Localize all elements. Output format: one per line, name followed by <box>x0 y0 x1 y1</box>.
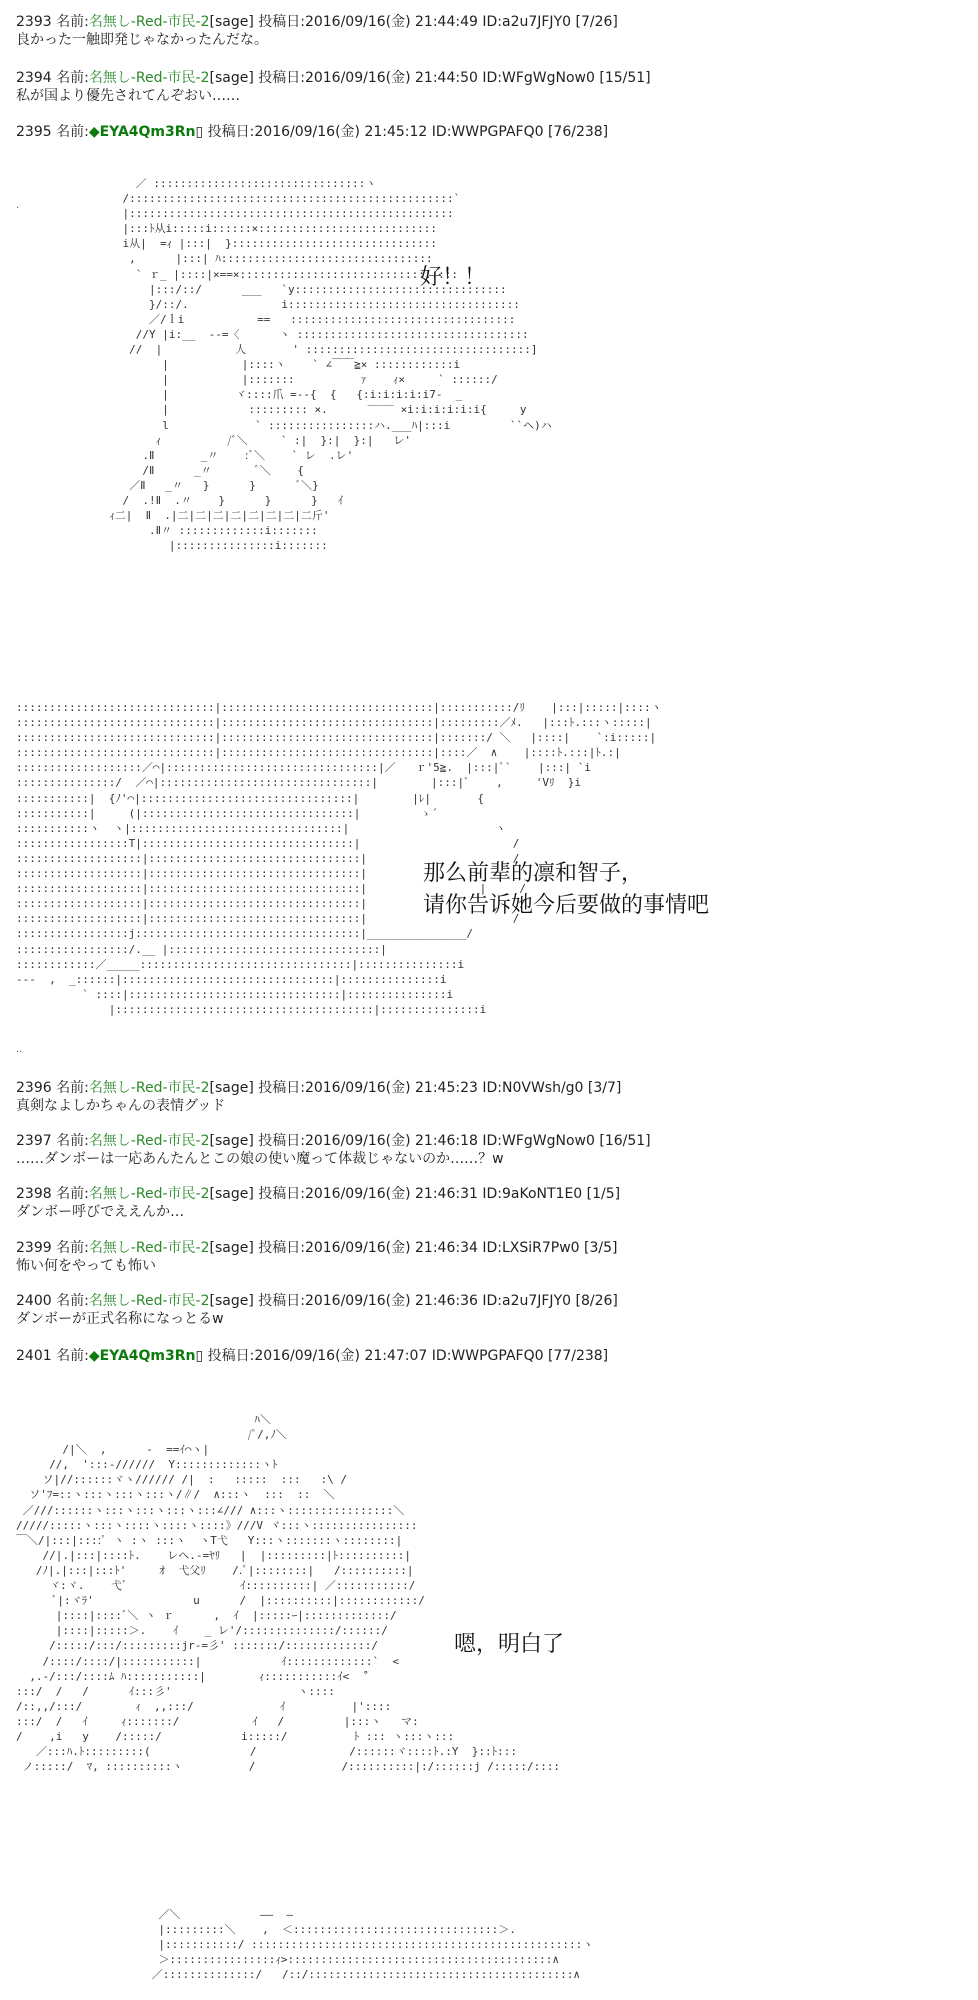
author-tripcode[interactable]: ◆EYA4Qm3Rn <box>88 124 196 140</box>
author-mark: ▯ <box>195 124 204 140</box>
poster-name[interactable]: 名無し-Red-市民-2 <box>88 1133 210 1149</box>
ascii-art-character-3: ﾊ＼ /ﾟ/,ﾉ＼ /|＼ , - ==ｲ⌒ヽ| //, ':::‐////// Y:::::::::::::ヽﾄ ソ|//::::::ヾヽ////// /| : ::::: ::: :\ / ソ'ﾌ=::ヽ:::ヽ:::ヽ:::ヽ/∥/ ∧:::ヽ ::: :: ＼ ／///::::::ヽ:::ヽ:::ヽ:::ヽ:::∠/// ∧:::ヽ::::::::::::::::＼ /////:::::ヽ:::ヽ::::ヽ::::ヽ::::》///V ヾ:::ヽ:::::::::::::::: ￣＼/|:::|::::ﾟ ヽ :ヽ :::ヽ ヽT弋 Y:::ヽ:::::::ヽ::::::::| //|.|:::|::::ﾄ. レヘ.-=ﾔﾘ | |:::::::::|ﾄ::::::::::| /ﾉ|.|:::|:::ﾄ' ｵ 弋父ﾘ /.ﾟ|::::::::| /::::::::::| ヾ:ヾ. 弋ﾞ ｲ::::::::::| ／:::::::::::/ ﾞ|:ヾﾗ' u / |::::::::::|::::::::::::/ |::::|::::ﾞ＼ ヽ ｒ , ｲ |:::::ｰ|:::::::::::::/ |::::|:::::＞. ｲ _ レ'/::::::::::::::/::::::/ /:::::/:::/:::::::::jr-=彡' :::::::/:::::::::::::/ /::::/::::/|:::::::::::| ｲ:::::::::::::` < ,.-/:::/::::ﾑ ﾊ:::::::::::| ｨ:::::::::::ｲ< ˚ :::/ / / ｲ:::彡' ヽ:::: /::,,/:::/ ｨ ,,:::/ ｲ |':::: :::/ / ｲ ｨ:::::::/ ｲ / |:::ヽ マ: / ,i y /:::::/ i:::::/ ﾄ ::: ヽ:::ヽ::: ／:::ﾊ.ﾄ:::::::::( / /::::::ヾ::::ﾄ.:Y }::ﾄ::: ノ:::::/ ﾏ, ::::::::::ヽ / /::::::::::|:/::::::j /:::::/:::: <box>16 1413 561 1774</box>
aa-dot: .. <box>16 1044 23 1055</box>
post-2401 <box>16 1348 608 1365</box>
post-number: 2397 <box>16 1133 52 1149</box>
post-count: [3/5] <box>584 1240 618 1256</box>
caption-2-line-2: 请你告诉她今后要做的事情吧 <box>423 893 710 918</box>
mail-field: [sage] <box>209 14 254 30</box>
post-body: 私が国より優先されてんぞおい…… <box>16 88 240 104</box>
name-label: 名前: <box>56 124 89 140</box>
post-number: 2400 <box>16 1293 52 1309</box>
post-body: 良かった一触即発じゃなかったんだな。 <box>16 32 268 48</box>
post-number: 2401 <box>16 1348 52 1364</box>
post-number: 2394 <box>16 70 52 86</box>
post-date: 投稿日:2016/09/16(金) 21:44:49 <box>258 14 478 30</box>
poster-id[interactable]: ID:9aKoNT1E0 <box>482 1186 583 1202</box>
post-count: [3/7] <box>587 1080 622 1096</box>
post-body: ダンボーが正式名称になっとるw <box>16 1311 224 1327</box>
caption-2-line-1: 那么前辈的凛和智子， <box>423 861 644 886</box>
post-body: 真剣なよしかちゃんの表情グッド <box>16 1098 226 1114</box>
mail-field: [sage] <box>209 1293 254 1309</box>
post-2400 <box>16 1293 618 1328</box>
mail-field: [sage] <box>209 1133 254 1149</box>
post-count: [1/5] <box>586 1186 621 1202</box>
aa-dot: . <box>16 200 20 211</box>
post-header <box>16 124 608 141</box>
post-body: ……ダンボーは一応あんたんとこの娘の使い魔って体裁じゃないのか……？w <box>16 1151 504 1167</box>
post-count: [8/26] <box>575 1293 618 1309</box>
post-date: 投稿日:2016/09/16(金) 21:45:23 <box>258 1080 478 1096</box>
name-label: 名前: <box>56 14 89 30</box>
post-header <box>16 1186 620 1203</box>
poster-id[interactable]: ID:a2u7JFJY0 <box>482 1293 572 1309</box>
post-number: 2398 <box>16 1186 52 1202</box>
poster-name[interactable]: 名無し-Red-市民-2 <box>88 14 210 30</box>
poster-name[interactable]: 名無し-Red-市民-2 <box>88 1240 210 1256</box>
post-date: 投稿日:2016/09/16(金) 21:46:18 <box>258 1133 478 1149</box>
poster-id[interactable]: ID:WWPGPAFQ0 <box>431 124 544 140</box>
name-label: 名前: <box>56 1133 89 1149</box>
post-number: 2393 <box>16 14 52 30</box>
post-number: 2399 <box>16 1240 52 1256</box>
post-number: 2396 <box>16 1080 52 1096</box>
author-tripcode[interactable]: ◆EYA4Qm3Rn <box>88 1348 196 1364</box>
post-body: ダンボー呼びでええんか… <box>16 1204 185 1220</box>
post-date: 投稿日:2016/09/16(金) 21:47:07 <box>207 1348 428 1364</box>
post-2395 <box>16 124 608 141</box>
name-label: 名前: <box>56 70 89 86</box>
name-label: 名前: <box>56 1240 89 1256</box>
poster-name[interactable]: 名無し-Red-市民-2 <box>88 1080 210 1096</box>
post-2394 <box>16 70 651 105</box>
caption-3: 嗯，明白了 <box>454 1632 565 1657</box>
ascii-art-character-2: ::::::::::::::::::::::::::::::|::::::::::::::::::::::::::::::::|:::::::::::/ﾘ |:::|:::::|::::ヽ ::::::::::::::::::::::::::::::|::::::::::::::::::::::::::::::::|:::::::::／ﾒ. |:::ﾄ.:::ヽ:::::| ::::::::::::::::::::::::::::::|::::::::::::::::::::::::::::::::|:::::::/ ＼ |::::| `:i:::::| ::::::::::::::::::::::::::::::|::::::::::::::::::::::::::::::::|::::／ ∧ |::::ﾄ.:::|ﾄ.:| :::::::::::::::::::／⌒|::::::::::::::::::::::::::::::::|／ ｒ'5≧. |:::|ﾟ` |:::| `i :::::::::::::::/ ／⌒|::::::::::::::::::::::::::::::::| |:::|ﾟ , 'Vﾘ }i :::::::::::| {ﾉ'⌒|::::::::::::::::::::::::::::::::| |ﾚ| { :::::::::::| (|::::::::::::::::::::::::::::::::| ゝ´ :::::::::::ヽ ヽ|::::::::::::::::::::::::::::::::| ヽ :::::::::::::::::T|::::::::::::::::::::::::::::::::| / :::::::::::::::::::|::::::::::::::::::::::::::::::::| / :::::::::::::::::::|::::::::::::::::::::::::::::::::| ┌ :::::::::::::::::::|::::::::::::::::::::::::::::::::| | / :::::::::::::::::::|::::::::::::::::::::::::::::::::| / :::::::::::::::::::|::::::::::::::::::::::::::::::::| / :::::::::::::::::j::::::::::::::::::::::::::::::::::|_______________/ :::::::::::::::::/.__ |::::::::::::::::::::::::::::::::| ::::::::::::／_____::::::::::::::::::::::::::::::::|:::::::::::::::i ‐‐‐ , _::::::|::::::::::::::::::::::::::::::::|:::::::::::::::i ` ::::|::::::::::::::::::::::::::::::::|:::::::::::::::i |:::::::::::::::::::::::::::::::::::::::|:::::::::::::::i <box>16 701 662 1016</box>
mail-field: [sage] <box>209 70 254 86</box>
post-header <box>16 1133 651 1150</box>
name-label: 名前: <box>56 1186 89 1202</box>
mail-field: [sage] <box>209 1240 254 1256</box>
name-label: 名前: <box>56 1348 89 1364</box>
post-date: 投稿日:2016/09/16(金) 21:46:34 <box>258 1240 478 1256</box>
poster-id[interactable]: ID:LXSiR7Pw0 <box>482 1240 580 1256</box>
name-label: 名前: <box>56 1080 89 1096</box>
post-date: 投稿日:2016/09/16(金) 21:46:36 <box>258 1293 478 1309</box>
post-2399 <box>16 1240 618 1275</box>
post-header <box>16 70 651 87</box>
post-date: 投稿日:2016/09/16(金) 21:46:31 <box>258 1186 478 1202</box>
poster-id[interactable]: ID:WWPGPAFQ0 <box>431 1348 544 1364</box>
post-header <box>16 14 618 31</box>
post-count: [76/238] <box>547 124 609 140</box>
post-header <box>16 1293 618 1310</box>
poster-name[interactable]: 名無し-Red-市民-2 <box>88 1293 210 1309</box>
poster-id[interactable]: ID:WFgWgNow0 <box>482 1133 595 1149</box>
name-label: 名前: <box>56 1293 89 1309</box>
caption-1: 好！！ <box>420 265 487 290</box>
post-2397 <box>16 1133 651 1168</box>
poster-id[interactable]: ID:a2u7JFJY0 <box>482 14 572 30</box>
post-count: [15/51] <box>599 70 651 86</box>
mail-field: [sage] <box>209 1186 254 1202</box>
post-2398 <box>16 1186 620 1221</box>
ascii-art-character-4: ／＼ ―― ― |:::::::::＼ , ＜:::::::::::::::::::::::::::::::＞. |:::::::::::/ ::::::::::::::::::::::::::::::::::::::::::::::::::ヽ ＞::::::::::::::::ｨ>::::::::::::::::::::::::::::::::::::::::∧ ／::::::::::::::/ /::/::::::::::::::::::::::::::::::::::::::::∧ <box>151 1908 594 1982</box>
post-body: 怖い何をやっても怖い <box>16 1258 156 1274</box>
post-date: 投稿日:2016/09/16(金) 21:45:12 <box>207 124 428 140</box>
post-number: 2395 <box>16 124 52 140</box>
post-header <box>16 1080 621 1097</box>
poster-id[interactable]: ID:WFgWgNow0 <box>482 70 595 86</box>
post-header <box>16 1348 608 1365</box>
post-count: [7/26] <box>575 14 618 30</box>
poster-name[interactable]: 名無し-Red-市民-2 <box>88 1186 210 1202</box>
mail-field: [sage] <box>209 1080 254 1096</box>
post-header <box>16 1240 618 1257</box>
post-count: [16/51] <box>599 1133 651 1149</box>
post-2396 <box>16 1080 621 1115</box>
post-count: [77/238] <box>547 1348 609 1364</box>
poster-name[interactable]: 名無し-Red-市民-2 <box>88 70 210 86</box>
author-mark: ▯ <box>195 1348 204 1364</box>
ascii-art-character-1: ／ ::::::::::::::::::::::::::::::::ヽ /:::::::::::::::::::::::::::::::::::::::::::::::::` |::::::::::::::::::::::::::::::::::::::::::::::::: |:::ﾄ从i:::::i::::::×::::::::::::::::::::::::::: i从| =ｨ |:::| }::::::::::::::::::::::::::::::: , |:::| ﾊ:::::::::::::::::::::::::::::::: ` ｒ_ |::::|×==×::::::::::::::::::::::::::::::::: |:::/::/ ___ `y:::::::::::::::::::::::::::::::: }/::/. i::::::::::::::::::::::::::::::::::: ／/ｌi == :::::::::::::::::::::::::::::::::: //Y |i:__ -‐=〈 ヽ ::::::::::::::::::::::::::::::::::: // | 人 ' ::::::::::::::::::::::::::::::::::] | |::::ヽ ` ∠￣￣≧× ::::::::::::i | |::::::: ｧ ｨ× ` ::::::/ | ヾ::::爪 =‐-{ { {:i:i:i:i:i7‐ _ | ::::::::: ×. ‾‾‾‾ ×i:i:i:i:i:i{ y l ` ::::::::::::::::ハ.___ﾊ|:::i ``ヘ)ハ ｨ /ﾞ＼ ` :| }:| }:| レ' .Ⅱ _〃 :ﾞ＼ ` レ .レ' /Ⅱ _〃 ﾞ＼ { ／Ⅱ _〃 } } ﾞ＼} / .!Ⅱ .〃 } } } ｲ ｨ二| Ⅱ .|二|二|二|二|二|二|二|二斤' .Ⅱ〃 :::::::::::::i::::::: |:::::::::::::::i::::::: <box>109 177 552 553</box>
post-2393 <box>16 14 618 49</box>
poster-id[interactable]: ID:N0VWsh/g0 <box>482 1080 584 1096</box>
post-date: 投稿日:2016/09/16(金) 21:44:50 <box>258 70 478 86</box>
